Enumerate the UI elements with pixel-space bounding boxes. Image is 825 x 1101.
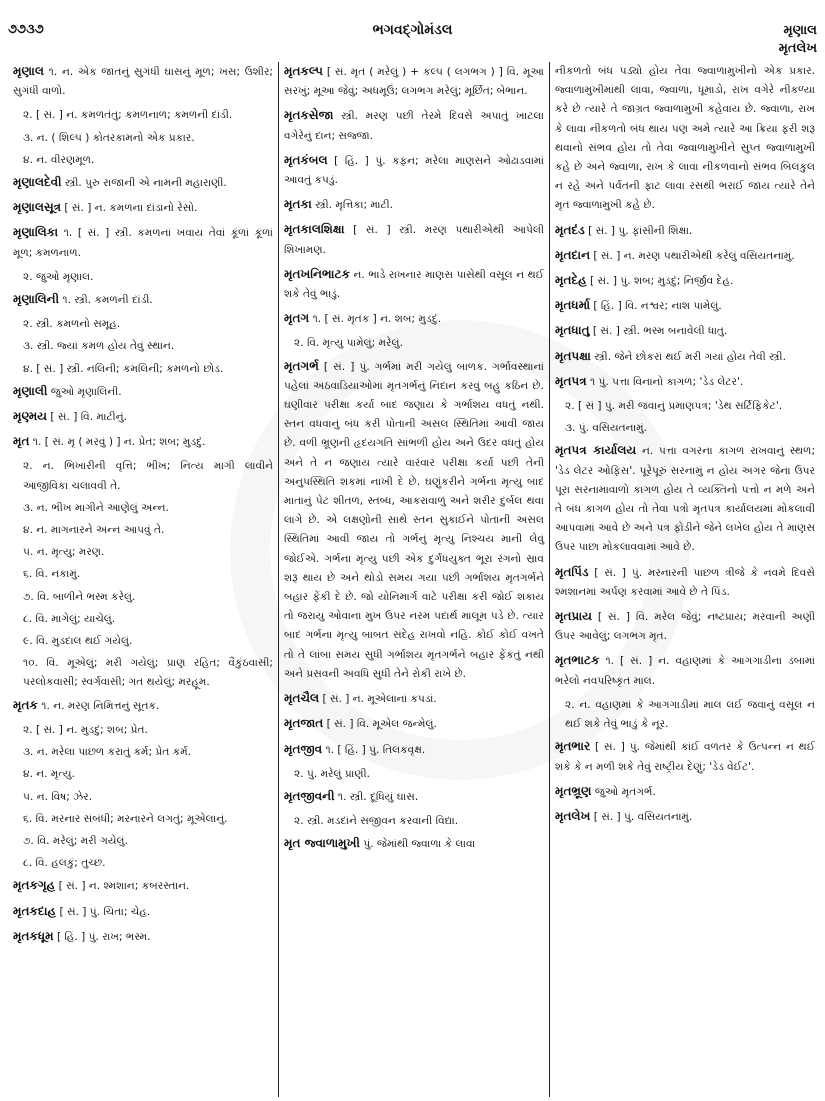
definition: ૧. [ સં. મૃ ( મરવું ) ] ન. પ્રેત; શબ; મુડદું.	[29, 436, 206, 449]
definition: જુઓ મૃણાલિની.	[47, 385, 122, 398]
definition: ૧. ન. મરણ નિમિત્તનું સૂતક.	[37, 699, 160, 712]
dictionary-entry	[13, 198, 273, 218]
definition: સ્ત્રી. પુરુ રાજાની એ નામની મહારાણી.	[61, 177, 227, 190]
definition: જુઓ મૃતગર્ભ.	[591, 785, 656, 798]
dictionary-entry	[284, 151, 544, 190]
headword: મૃતકદાહ	[13, 903, 57, 918]
headword: મૃતભ્રૂણ	[555, 783, 592, 798]
dictionary-entry	[284, 714, 544, 734]
definition: સ્ત્રી. મૃત્તિકા; માટી.	[311, 199, 394, 212]
entry-sense: ૨. [ સં. ] ન. મુડદું; શબ; પ્રેત.	[23, 723, 148, 736]
headword: મૃતચૈલ	[284, 691, 320, 706]
dictionary-entry	[555, 246, 815, 266]
definition: ૧. [ હિં. ] પું. તિલકવૃક્ષ.	[322, 743, 426, 756]
definition: ૧. [ સં. ] ન. વહાણમાં કે આગગાડીના ડબામાં ભરેલો નવપરિષ્કૃત માલ.	[555, 655, 815, 687]
headword: મૃતકા	[284, 197, 312, 212]
dictionary-entry	[13, 407, 273, 427]
headword: મૃતખનિભાટક	[284, 266, 350, 281]
definition: [ હિં. ] પું. રાખ; ભસ્મ.	[53, 930, 151, 943]
headword: મૃતપિંડ	[555, 564, 589, 579]
definition: [ સં. ] વિ. મરેલ જેવું; નષ્ટપ્રાય; મરવાની અણી ઉપર આવેલું; લગભગ મૃત.	[555, 611, 815, 643]
headword: મૃતકલ્પ	[284, 64, 323, 78]
entry-sense: ૯. વિ. મુડદાલ થઈ ગયેલું.	[23, 635, 133, 648]
dictionary-entry	[284, 265, 544, 304]
definition: [ સં. ] ન. કમળના દાંડાનો રેસો.	[61, 202, 198, 215]
dictionary-entry	[284, 309, 544, 329]
entry-sense: ૨. ન. વહાણમાં કે આગગાડીમાં માલ લઈ જવાનું વસૂલ ન થઈ શકે તેવું ભાડું કે નૂર.	[565, 698, 815, 731]
dictionary-entry	[284, 834, 544, 854]
dictionary-entry	[284, 62, 544, 101]
headword: મૃણ્મય	[13, 409, 48, 424]
definition: ૧. સ્ત્રી. કમળની દાંડી.	[59, 294, 153, 307]
definition: ૧. સ્ત્રી. દૂધિયું ઘાસ.	[334, 790, 419, 803]
definition: [ સં. ] પું. ગર્ભમાં મરી ગયેલું બાળક. ગર્ભાવસ્થાનાં પહેલાં અઠવાડિયાઓમાં મૃતગર્ભનું નિદાન કરવું બહુ કઠિન છે. ઘણીવાર પરીક્ષા કર્યા બાદ જણાય કે ગર્ભાશય વધતું નથી. સ્તન વધવાનું બંધ કરી પોતાની અસલ સ્થિતિમાં આવી જાય છે. વળી ભ્રૂણની હૃદયગતિ સાંભળી હોય અને ઉદર વધતું હોય અને તે ન જણાય ત્યારે વારંવાર પરીક્ષા કર્યા પછી તેની અનુપસ્થિતિ શકમાં નાખી દે છે. ઘણુંકરીને ગર્ભના મૃત્યુ બાદ માતાનું પેટ શીતળ, સ્તબ્ધ, આકરાવાળું અને શરીર દુર્બલ થવા લાગે છે. એ લક્ષણોની સાથે સ્તન સુકાઈને પોતાની અસલ સ્થિતિમાં આવી જાય તો ગર્ભનું મૃત્યુ નિશ્ચય માની લેવું જોઈએ. ગર્ભના મૃત્યુ પછી એક દુર્ગંધયુક્ત ભૂરા રંગનો સ્રાવ શરૂ થાય છે અને થોડો સમય ગયા પછી ગર્ભાશય મૃતગર્ભને બહાર ફેંકી દે છે. જો યોનિમાર્ગ વાટે પરીક્ષા કરી જોઈ શકાય તો જરાયુ ઓવાના મુખ ઉપર નરમ પદાર્થ માલૂમ પડે છે. ત્યાર બાદ ગર્ભના મૃત્યુ બાબત સંદેહ રાખવો નહિ. કોઈ કોઈ વખતે તો તે લાંબા સમય સુધી ગર્ભાશય મૃતગર્ભને બહાર ફેંકતું નથી અને પ્રસવની અવધિ સુધી તેને રોકી રાખે છે.	[284, 360, 544, 680]
definition: [ સં. ] ન. શ્મશાન; કબરસ્તાન.	[55, 880, 190, 893]
definition: [ સં. ] વિ. માટીનું.	[47, 411, 127, 424]
definition: [ સં. ] પું. વસિયતનામું.	[590, 810, 693, 823]
definition: [ સં. ] પું. મરનારની પાછળ ત્રીજે કે નવમે દિવસે શ્મશાનમાં અર્પણ કરવામાં આવે છે તે પિંડ.	[555, 566, 815, 598]
dictionary-entry	[555, 347, 815, 367]
dictionary-entry	[13, 290, 273, 310]
definition: [ સં. ] સ્ત્રી. મરણ પથારીએથી આપેલી શિખામણ.	[284, 224, 544, 256]
dictionary-entry	[555, 372, 815, 392]
headword: મૃત જ્વાળામુખી	[284, 836, 360, 851]
definition: [ સં. ] સ્ત્રી. ભસ્મ બનાવેલી ધાતુ.	[589, 325, 728, 338]
dictionary-entry	[13, 62, 273, 101]
definition: [ સં. ] પું. ચિતા; ચેહ.	[56, 905, 151, 918]
headword: મૃતગર્ભ	[284, 358, 319, 373]
dictionary-entry	[284, 740, 544, 760]
dictionary-entry	[555, 271, 815, 291]
definition: સ્ત્રી. જેને છોકરાં થઈ મરી ગયાં હોય તેવી સ્ત્રી.	[590, 350, 786, 363]
definition: ૧. ન. એક જાતનું સુગંધી ઘાસનું મૂળ; ખસ; ઉશીર; સુગંધી વાળો.	[13, 66, 273, 98]
dictionary-entry	[13, 876, 273, 896]
entry-sense: ૩. સ્ત્રી. જ્યાં કમળ હોય તેવું સ્થાન.	[23, 340, 175, 353]
guide-word-last: મૃતલેખ	[778, 41, 817, 56]
entry-sense: ૨. [ સં. ] ન. કમળતંતુ; કમળનાળ; કમળની દાંડી.	[23, 109, 233, 122]
headword: મૃણાલદેવી	[13, 175, 62, 190]
headword: મૃતગ	[284, 311, 310, 326]
dictionary-entry	[555, 321, 815, 341]
dictionary-entry	[13, 223, 273, 262]
entry-sense: ૨. ન. ભિખારીની વૃત્તિ; ભીખ; નિત્ય માગી લાવીને આજીવિકા ચલાવવી તે.	[23, 460, 273, 492]
dictionary-entry	[555, 221, 815, 241]
entry-sense: ૩. ન. મરેલા પાછળ કરાતું કર્મ; પ્રેત કર્મ.	[23, 746, 192, 759]
definition: ૧. [ સં. ] સ્ત્રી. કમળનાં ખવાય તેવાં કૂંળાં કૂંળાં મૂળ; કમળનાળ.	[13, 227, 273, 259]
entry-sense: ૨. [ સં ] પું. મરી જવાનું પ્રમાણપત્ર; 'ડેથ સર્ટિફિકેટ'.	[565, 400, 783, 413]
definition: [ સં. ] પું. શબ; મુડદું; નિર્જીવ દેહ.	[586, 275, 734, 288]
page-header	[0, 0, 825, 56]
headword: મૃતદંડ	[555, 222, 585, 237]
definition: ન. ભાડે રાખનાર માણસ પાસેથી વસૂલ ન થઈ શકે તેવું ભાડું.	[284, 268, 544, 301]
headword: મૃતકધૂમ	[13, 928, 54, 943]
dictionary-entry	[555, 441, 815, 557]
entry-sense: ૨. સ્ત્રી. કમળનો સમૂહ.	[23, 318, 121, 331]
dictionary-entry	[284, 357, 544, 684]
entry-sense: ૨. વિ. મૃત્યુ પામેલું; મરેલું.	[294, 337, 403, 350]
headword: મૃતધાતુ	[555, 323, 590, 338]
entry-sense: ૪. ન. વીરણમૂળ.	[23, 153, 95, 166]
headword: મૃતકાલશિક્ષા	[284, 222, 345, 237]
dictionary-entry	[555, 782, 815, 802]
dictionary-entry	[284, 106, 544, 145]
column-2	[278, 62, 549, 1097]
definition: [ હિં. ] વિ. નશ્વર; નાશ પામેલું.	[590, 300, 722, 313]
definition: [ સં. મૃત ( મરેલું ) + કલ્પ ( લગભગ ) ] વિ. મૂઆ સરખું; મૂઆ જેવું; અધમૂઉં; લગભગ મરેલું; મૂર્છિત; બેભાન.	[284, 66, 544, 98]
entry-sense: ૧૦. વિ. મૂએલું; મરી ગયેલું; પ્રાણ રહિત; વૈકુંઠવાસી; પરલોકવાસી; સ્વર્ગવાસી; ગત થયેલું; મરહૂમ.	[23, 657, 273, 689]
headword: મૃતજાત	[284, 716, 324, 731]
definition: ૧ પું. પત્તા વિનાનો કાગળ; 'ડેડ લેટર'.	[586, 375, 744, 388]
running-title: ભગવદ્ગોમંડલ	[372, 22, 453, 38]
headword: મૃતકંબલ	[284, 152, 328, 167]
headword: મૃતપક્ષા	[555, 348, 591, 363]
definition: ન. પત્તા વગરના કાગળ રાખવાનું સ્થળ; 'ડેડ લેટર ઓફિસ'. પૂરેપૂરું સરનામું ન હોય અગર જેના ઉપર પૂરા સરનામાવાળો કાગળ હોય તે વ્યક્તિનો પત્તો ન મળે અને તે બંધ કાગળ હોય તો તેવા પત્રો મૃતપત્ર કાર્યાલયમાં મોકલાવી આપવામાં આવે છે અને પત્ર ફોડીને જેને લખેલ હોય તે માણસ ઉપર પાછા મોકલાવવામાં આવે છે.	[555, 445, 816, 554]
entry-sense: ૮. વિ. માગેલું; યાચેલું.	[23, 612, 116, 625]
headword: મૃતક	[13, 697, 38, 712]
headword: મૃતભાર	[555, 739, 591, 754]
definition: સ્ત્રી. મરણ પછી તેરમે દિવસે અપાતું ખાટલા વગેરેનું દાન; સજ્જા.	[284, 110, 544, 142]
column-3	[549, 62, 820, 1097]
dictionary-entry	[13, 927, 273, 947]
entry-sense: ૩. ન. ( શિલ્પ ) કોતરકામનો એક પ્રકાર.	[23, 131, 195, 144]
guide-word-first: મૃણાલ	[783, 23, 817, 38]
dictionary-entry	[555, 651, 815, 690]
headword: મૃતધર્મા	[555, 298, 591, 313]
dictionary-entry	[13, 902, 273, 922]
entry-sense: ૪. [ સં. ] સ્ત્રી. નલિની; કમલિની; કમળનો છોડ.	[23, 362, 224, 375]
dictionary-entry	[13, 173, 273, 193]
dictionary-entry	[13, 696, 273, 716]
entry-sense: ૭. વિ. મરેલું; મરી ગયેલું.	[23, 834, 128, 847]
dictionary-entry	[555, 607, 815, 646]
dictionary-entry	[284, 787, 544, 807]
headword: મૃતકગૃહ	[13, 878, 56, 893]
headword: મૃતપત્ર કાર્યાલય	[555, 443, 637, 458]
headword: મૃતપત્ર	[555, 373, 587, 388]
dictionary-entry	[284, 689, 544, 709]
definition: [ સં. ] પું. જેમાંથી કાંઈ વળતર કે ઉત્પન્ન ન થઈ શકે કે ન મળી શકે તેવું રાષ્ટ્રીય દેણું; 'ડેડ વેઈટ'.	[555, 741, 815, 773]
dictionary-entry	[13, 432, 273, 452]
headword: મૃણાલ	[13, 64, 44, 78]
dictionary-entry	[13, 382, 273, 402]
dictionary-entry	[284, 220, 544, 259]
headword: મૃતભાટક	[555, 653, 600, 668]
definition: ૧. [ સં. મૃતક ] ન. શબ; મુડદું.	[309, 313, 441, 326]
headword: મૃતલેખ	[555, 808, 591, 823]
dictionary-entry	[555, 807, 815, 827]
headword: મૃણાલી	[13, 383, 48, 398]
definition: પું. જેમાંથી જ્વાળા કે લાવા	[359, 838, 476, 851]
dictionary-entry	[555, 296, 815, 316]
dictionary-entry	[555, 563, 815, 602]
headword: મૃત	[13, 434, 30, 449]
guide-words	[779, 22, 817, 58]
entry-sense: ૬. વિ. મરનાર સંબંધી; મરનારને લગતું; મૂએલાનું.	[23, 812, 228, 825]
entry-continuation: નીકળતો બંધ પડ્યો હોય તેવા જ્વાળામુખીનો એક પ્રકાર. જ્વાળામુખીમાંથી લાવા, જ્વાળા, ધૂમાડો, રાખ વગેરે નીકળ્યા કરે છે ત્યારે તે જાગ્રત જ્વાળામુખી કહેવાય છે. જ્વાળા, રાખ કે લાવા નીકળતો બંધ થાય પણ અમે ત્યારે આ ક્રિયા ફરી શરૂ થવાનો સંભવ હોય તો તેવા જ્વાળામુખીને સુપ્ત જ્વાળામુખી કહે છે અને જ્વાળા, રાખ કે લાવા નીકળવાનો સંભવ બિલકુલ ન રહે અને પર્વતની ફાટ લાવા રસથી ભરાઈ જાય ત્યારે તેને મૃત જ્વાળામુખી કહે છે.	[555, 65, 815, 212]
entry-sense: ૨. પું. મરેલું પ્રાણી.	[294, 767, 371, 780]
definition: [ હિં. ] પું. કફન; મરેલા માણસને ઓઢાડવામાં આવતું કપડું.	[284, 154, 544, 187]
headword: મૃણાલસૂત્ર	[13, 200, 62, 215]
headword: મૃણાલિની	[13, 292, 60, 307]
entry-sense: ૬. વિ. નકામું.	[23, 568, 81, 581]
entry-sense: ૮. વિ. હલકું; તુચ્છ.	[23, 857, 106, 870]
entry-sense: ૭. વિ. બાળીને ભસ્મ કરેલું.	[23, 590, 136, 603]
column-1	[8, 62, 278, 1097]
entry-sense: ૪. ન. મૃત્યુ.	[23, 768, 75, 781]
dictionary-entry	[555, 737, 815, 776]
dictionary-columns	[8, 62, 820, 1097]
entry-sense: ૨. સ્ત્રી. મડદાંને સજીવન કરવાની વિદ્યા.	[294, 815, 459, 828]
definition: [ સં. ] ન. મૂએલાનાં કપડાં.	[319, 693, 437, 706]
headword: મૃતજીવની	[284, 788, 335, 803]
headword: મૃતકસેજા	[284, 108, 334, 123]
definition: [ સં. ] પુ. ફાંસીની શિક્ષા.	[584, 224, 693, 237]
headword: મૃતજીવ	[284, 741, 323, 756]
entry-sense: ૩. પું. વસિયતનામું.	[565, 422, 648, 435]
definition: [ સં. ] ન. મરણ પથારીએથી કરેલું વસિયતનામું.	[590, 249, 795, 262]
headword: મૃતદાન	[555, 247, 591, 262]
entry-sense: ૩. ન. ભીખ માગીને આણેલું અન્ન.	[23, 501, 169, 514]
dictionary-entry	[284, 195, 544, 215]
entry-sense: ૨. જુઓ મૃણાલ.	[23, 270, 94, 283]
headword: મૃતપ્રાય	[555, 609, 592, 624]
page-number: ૭૭૩૭	[8, 22, 44, 37]
entry-sense: ૫. ન. મૃત્યુ; મરણ.	[23, 546, 105, 559]
headword: મૃણાલિકા	[13, 225, 59, 240]
entry-sense: ૪. ન. માગનારને અન્ન આપવું તે.	[23, 524, 165, 537]
entry-sense: ૫. ન. વિષ; ઝેર.	[23, 790, 93, 803]
headword: મૃતદેહ	[555, 273, 587, 288]
definition: [ સં. ] વિ. મૂએલ જન્મેલું.	[323, 718, 437, 731]
